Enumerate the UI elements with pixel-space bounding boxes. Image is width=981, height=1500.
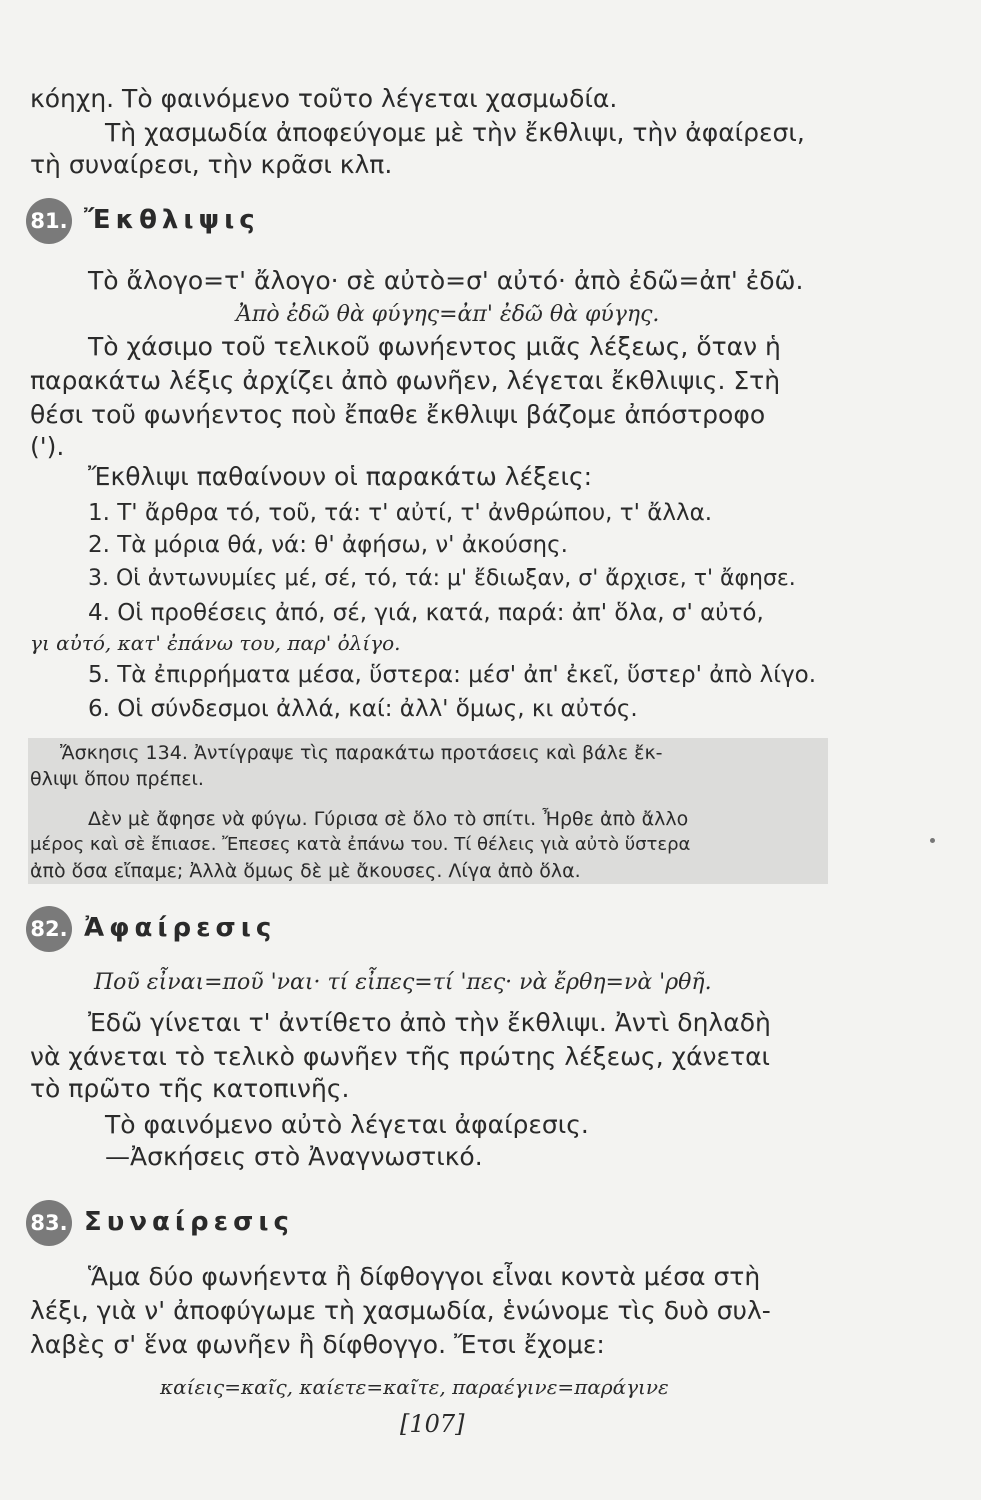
section-number-badge: 82.	[26, 906, 72, 952]
stray-mark	[930, 838, 935, 843]
section-number-badge: 83.	[26, 1200, 72, 1246]
list-item: 6. Οἱ σύνδεσμοι ἀλλά, καί: ἀλλ' ὅμως, κι αὐτός.	[88, 696, 638, 722]
exercise-line: Ἄσκησις 134. Ἀντίγραψε τὶς παρακάτω προτάσεις καὶ βάλε ἔκ-	[60, 742, 663, 764]
paragraph-line: (').	[30, 432, 65, 461]
paragraph-line: λαβὲς σ' ἕνα φωνῆεν ἢ δίφθογγο. Ἔτσι ἔχομε:	[30, 1330, 605, 1359]
paragraph-line: Ἔκθλιψι παθαίνουν οἱ παρακάτω λέξεις:	[88, 462, 593, 491]
paragraph-line: θέσι τοῦ φωνήεντος ποὺ ἔπαθε ἔκθλιψι βάζομε ἀπόστροφο	[30, 400, 766, 429]
paragraph-line: Ἐδῶ γίνεται τ' ἀντίθετο ἀπὸ τὴν ἔκθλιψι. Ἀντὶ δηλαδὴ	[88, 1008, 771, 1037]
list-item: γι αὐτό, κατ' ἐπάνω του, παρ' ὀλίγο.	[30, 631, 401, 655]
section-title: Ἔκθλιψις	[84, 205, 260, 235]
exercise-line: Δὲν μὲ ἄφησε νὰ φύγω. Γύρισα σὲ ὅλο τὸ σπίτι. Ἦρθε ἀπὸ ἄλλο	[88, 808, 689, 830]
paragraph-line: νὰ χάνεται τὸ τελικὸ φωνῆεν τῆς πρώτης λέξεως, χάνεται	[30, 1042, 771, 1071]
paragraph-line: λέξι, γιὰ ν' ἀποφύγωμε τὴ χασμωδία, ἑνώνομε τὶς δυὸ συλ-	[30, 1296, 771, 1325]
section-number-badge: 81.	[26, 198, 72, 244]
list-item: 1. Τ' ἄρθρα τό, τοῦ, τά: τ' αὐτί, τ' ἀνθρώπου, τ' ἄλλα.	[88, 500, 713, 526]
section-title: Συναίρεσις	[84, 1207, 294, 1237]
paragraph-line: Ἅμα δύο φωνήεντα ἢ δίφθογγοι εἶναι κοντὰ μέσα στὴ	[88, 1262, 761, 1291]
exercise-line: θλιψι ὅπου πρέπει.	[30, 768, 204, 790]
text-line: κόηχη. Τὸ φαινόμενο τοῦτο λέγεται χασμωδία.	[30, 84, 618, 113]
list-item: 4. Οἱ προθέσεις ἀπό, σέ, γιά, κατά, παρά: ἀπ' ὅλα, σ' αὐτό,	[88, 600, 764, 626]
example-line: Ποῦ εἶναι=ποῦ 'ναι· τί εἶπες=τί 'πες· νὰ ἔρθη=νὰ 'ρθῆ.	[94, 970, 712, 995]
example-line: Ἀπὸ ἐδῶ θὰ φύγης=ἀπ' ἐδῶ θὰ φύγης.	[236, 302, 660, 327]
list-item: 3. Οἱ ἀντωνυμίες μέ, σέ, τό, τά: μ' ἔδιωξαν, σ' ἄρχισε, τ' ἄφησε.	[88, 566, 796, 591]
paragraph-line: Τὸ χάσιμο τοῦ τελικοῦ φωνήεντος μιᾶς λέξεως, ὅταν ἡ	[88, 332, 781, 361]
paragraph-line: τὸ πρῶτο τῆς κατοπινῆς.	[30, 1074, 350, 1103]
section-title: Ἀφαίρεσις	[84, 913, 277, 943]
paragraph-line: Τὸ φαινόμενο αὐτὸ λέγεται ἀφαίρεσις.	[105, 1110, 589, 1139]
paragraph-line: —Ἀσκήσεις στὸ Ἀναγνωστικό.	[105, 1142, 483, 1171]
list-item: 5. Τὰ ἐπιρρήματα μέσα, ὕστερα: μέσ' ἀπ' ἐκεῖ, ὕστερ' ἀπὸ λίγο.	[88, 662, 817, 688]
example-line: καίεις=καῖς, καίετε=καῖτε, παραέγινε=παράγινε	[160, 1375, 669, 1399]
exercise-line: μέρος καὶ σὲ ἔπιασε. Ἔπεσες κατὰ ἐπάνω του. Τί θέλεις γιὰ αὐτὸ ὕστερα	[30, 834, 691, 855]
paragraph-line: παρακάτω λέξις ἀρχίζει ἀπὸ φωνῆεν, λέγεται ἔκθλιψις. Στὴ	[30, 366, 781, 395]
list-item: 2. Τὰ μόρια θά, νά: θ' ἀφήσω, ν' ἀκούσης.	[88, 532, 568, 558]
example-line: Τὸ ἄλογο=τ' ἄλογο· σὲ αὐτὸ=σ' αὐτό· ἀπὸ ἐδῶ=ἀπ' ἐδῶ.	[88, 266, 804, 295]
text-line: τὴ συναίρεσι, τὴν κρᾶσι κλπ.	[30, 150, 393, 179]
exercise-line: ἀπὸ ὅσα εἴπαμε; Ἀλλὰ ὅμως δὲ μὲ ἄκουσες. Λίγα ἀπὸ ὅλα.	[30, 860, 581, 882]
page-number: [107]	[400, 1410, 465, 1438]
text-line: Τὴ χασμωδία ἀποφεύγομε μὲ τὴν ἔκθλιψι, τὴν ἀφαίρεσι,	[105, 118, 805, 147]
